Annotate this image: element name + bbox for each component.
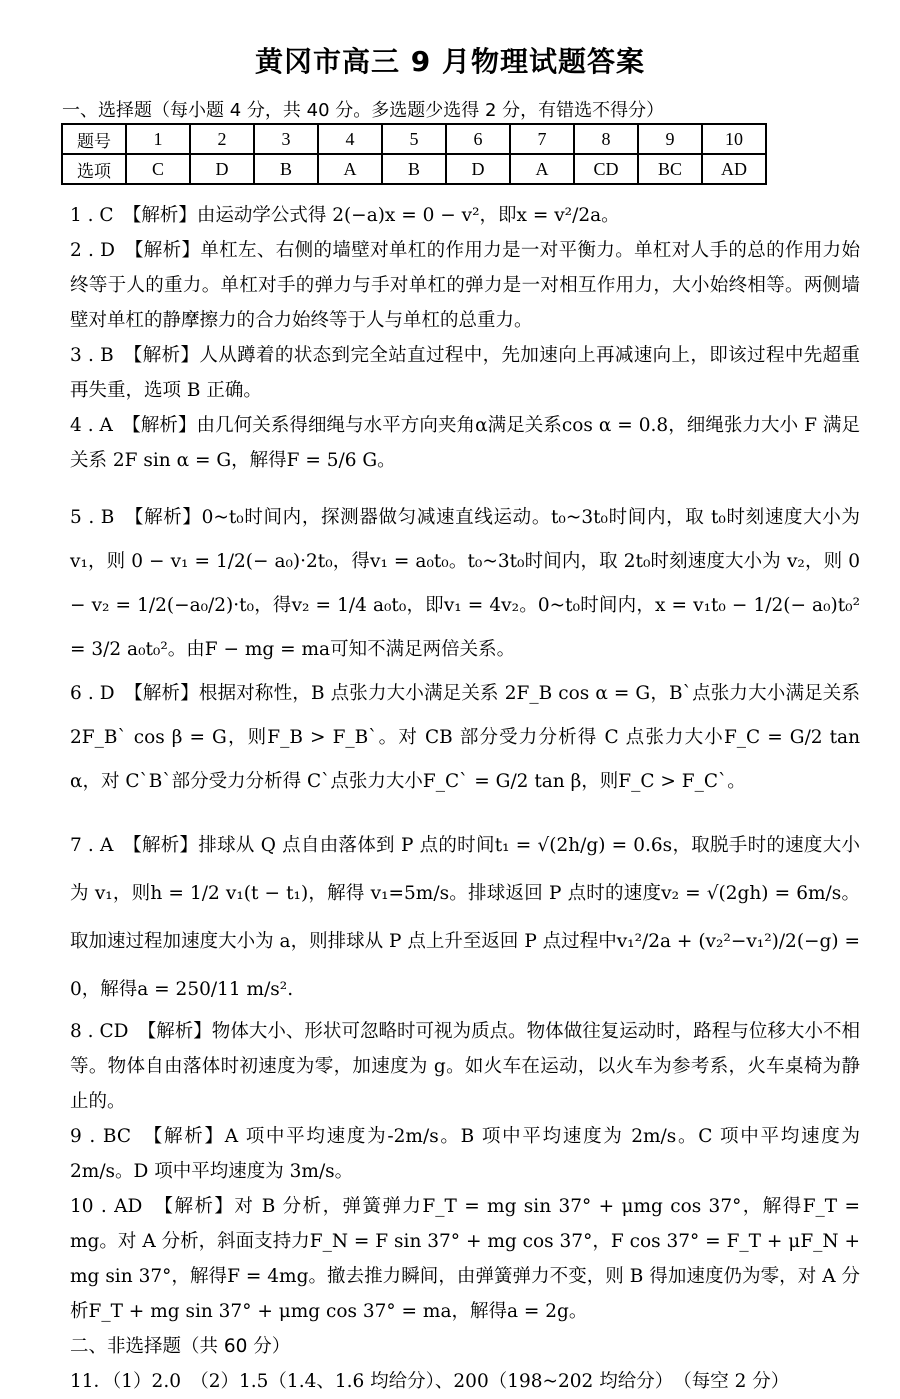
table-cell: CD	[574, 154, 638, 184]
table-cell: 5	[382, 124, 446, 154]
solution-9: 9 . BC 【解析】A 项中平均速度为-2m/s。B 项中平均速度为 2m/s。C 项中平均速度为 2m/s。D 项中平均速度为 3m/s。	[70, 1126, 860, 1182]
solution-6: 6 . D 【解析】根据对称性，B 点张力大小满足关系 2F_B cos α = G，B`点张力大小满足关系 2F_B` cos β = G，则F_B > F_B`。对 CB 部分受力分析得 C 点张力大小F_C = G/2 tan α，对 C`B`部分受力分析得 C`点张力大小F_C` = G/2 tan β，则F_C > F_C`。	[70, 683, 860, 792]
section-heading-nonchoice: 二、非选择题（共 60 分）	[70, 1336, 291, 1357]
table-cell: A	[318, 154, 382, 184]
answer-table	[61, 123, 767, 185]
table-cell: D	[446, 154, 510, 184]
table-cell: BC	[638, 154, 702, 184]
solution-3: 3 . B 【解析】人从蹲着的状态到完全站直过程中，先加速向上再减速向上，即该过程中先超重再失重，选项 B 正确。	[70, 345, 860, 401]
solution-4: 4 . A 【解析】由几何关系得细绳与水平方向夹角α满足关系cos α = 0.8，细绳张力大小 F 满足关系 2F sin α = G，解得F = 5/6 G。	[70, 415, 860, 471]
solutions-body	[70, 198, 860, 1399]
solution-8: 8 . CD 【解析】物体大小、形状可忽略时可视为质点。物体做往复运动时，路程与位移大小不相等。物体自由落体时初速度为零，加速度为 g。如火车在运动，以火车为参考系，火车桌椅为静止的。	[70, 1021, 860, 1112]
table-cell: 6	[446, 124, 510, 154]
table-cell: C	[126, 154, 190, 184]
question-11-answer: 11．（1）2.0 （2）1.5（1.4、1.6 均给分）、200（198~202 均给分） （每空 2 分）	[70, 1371, 790, 1392]
table-cell: AD	[702, 154, 766, 184]
table-cell: 7	[510, 124, 574, 154]
solution-2: 2 . D 【解析】单杠左、右侧的墙壁对单杠的作用力是一对平衡力。单杠对人手的总的作用力始终等于人的重力。单杠对手的弹力与手对单杠的弹力是一对相互作用力，大小始终相等。两侧墙壁对单杠的静摩擦力的合力始终等于人与单杠的总重力。	[70, 240, 860, 331]
table-row-answers	[62, 154, 766, 184]
table-cell: 4	[318, 124, 382, 154]
page-title: 黄冈市高三 9 月物理试题答案	[255, 45, 645, 78]
table-cell: 8	[574, 124, 638, 154]
solution-5: 5 . B 【解析】0~t₀时间内，探测器做匀减速直线运动。t₀~3t₀时间内，取 t₀时刻速度大小为 v₁，则 0 − v₁ = 1/2(− a₀)·2t₀，得v₁ = a₀t₀。t₀~3t₀时间内，取 2t₀时刻速度大小为 v₂，则 0 − v₂ = 1/2(−a₀/2)·t₀，得v₂ = 1/4 a₀t₀，即v₁ = 4v₂。0~t₀时间内，x = v₁t₀ − 1/2(− a₀)t₀² = 3/2 a₀t₀²。由F − mg = ma可知不满足两倍关系。	[70, 507, 860, 660]
table-cell: D	[190, 154, 254, 184]
table-cell: B	[254, 154, 318, 184]
table-cell: A	[510, 154, 574, 184]
solution-10: 10 . AD 【解析】对 B 分析，弹簧弹力F_T = mg sin 37° + μmg cos 37°，解得F_T = mg。对 A 分析，斜面支持力F_N = F sin 37° + mg cos 37°，F cos 37° = F_T + μF_N + mg sin 37°，解得F = 4mg。撤去推力瞬间，由弹簧弹力不变，则 B 得加速度仍为零，对 A 分析F_T + mg sin 37° + μmg cos 37° = ma，解得a = 2g。	[70, 1196, 860, 1322]
section-heading-choice: 一、选择题（每小题 4 分，共 40 分。多选题少选得 2 分，有错选不得分）	[62, 100, 665, 121]
table-cell: 9	[638, 124, 702, 154]
table-cell: 1	[126, 124, 190, 154]
table-cell: B	[382, 154, 446, 184]
table-header-number: 题号	[62, 124, 126, 154]
table-header-answer: 选项	[62, 154, 126, 184]
solution-1: 1 . C 【解析】由运动学公式得 2(−a)x = 0 − v²，即x = v²/2a。	[70, 205, 620, 226]
table-cell: 2	[190, 124, 254, 154]
table-cell: 10	[702, 124, 766, 154]
table-cell: 3	[254, 124, 318, 154]
table-row-numbers	[62, 124, 766, 154]
solution-7: 7 . A 【解析】排球从 Q 点自由落体到 P 点的时间t₁ = √(2h/g) = 0.6s，取脱手时的速度大小为 v₁，则h = 1/2 v₁(t − t₁)，解得 v₁=5m/s。排球返回 P 点时的速度v₂ = √(2gh) = 6m/s。取加速过程加速度大小为 a，则排球从 P 点上升至返回 P 点过程中v₁²/2a + (v₂²−v₁²)/2(−g) = 0，解得a = 250/11 m/s².	[70, 835, 860, 1000]
